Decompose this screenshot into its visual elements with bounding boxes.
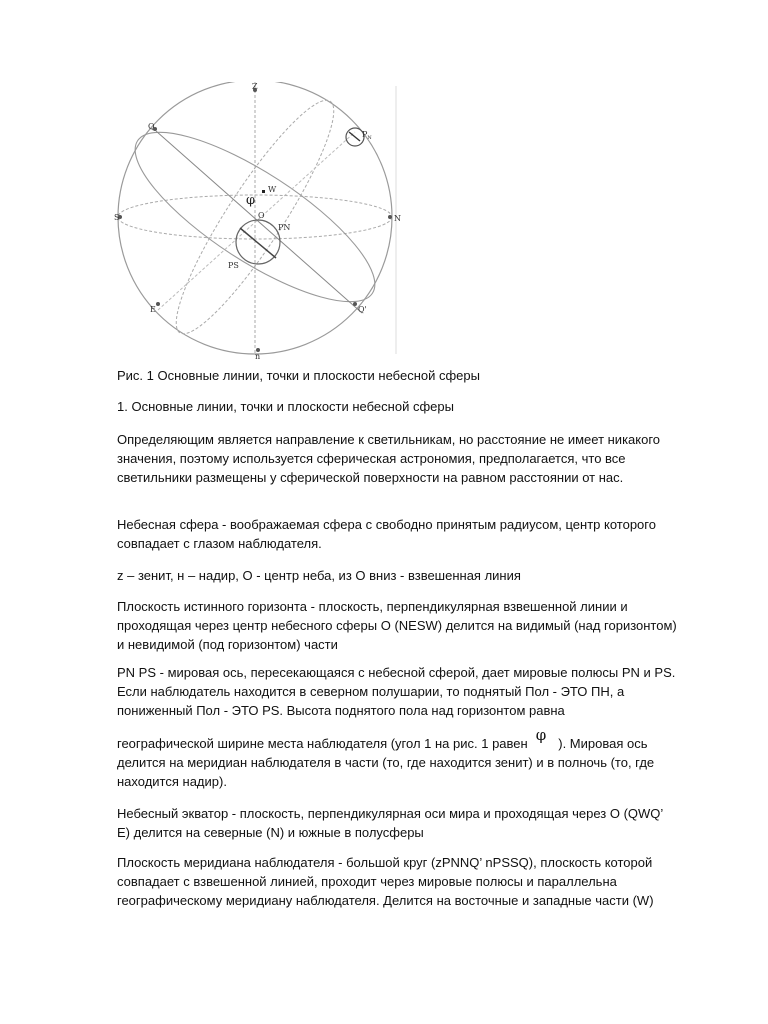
paragraph-text: Определяющим является направление к светильникам, но расстояние не имеет никакого значения, поэтому используется сферическая астрономия, предполагается, что все светильники размещены у сферической поверхности на равном расстоянии от нас.: [117, 432, 661, 485]
heading-text: 1. Основные линии, точки и плоскости небесной сферы: [117, 399, 454, 414]
ps-label: PS: [228, 261, 239, 270]
e-point: [156, 302, 160, 306]
nadir-label: n: [255, 352, 261, 360]
q-prime-label: Q': [358, 305, 367, 314]
phi-label: φ: [246, 193, 256, 208]
paragraph-text: PN PS - мировая ось, пересекающаяся с небесной сферой, дает мировые полюсы PN и PS. Если наблюдатель находится в северном полушарии, то поднятый Пол - ЭТО ПН, а пониженный Пол - ЭТО PS. Высота поднятого пола над горизонтом равна: [117, 665, 676, 718]
paragraph-6: [117, 726, 677, 791]
paragraph-5: [117, 663, 677, 720]
paragraph-6-start: географической ширине места наблюдателя (угол 1 на рис. 1 равен: [117, 736, 528, 751]
paragraph-4: [117, 597, 677, 654]
paragraph-1: [117, 430, 677, 487]
section-heading: [117, 397, 677, 416]
paragraph-text: z – зенит, н – надир, O - центр неба, из O вниз - взвешенная линия: [117, 568, 521, 583]
world-axis: [156, 131, 362, 313]
paragraph-8: [117, 853, 677, 910]
south-label: S: [114, 213, 120, 222]
paragraph-text: Небесная сфера - воображаемая сфера с свободно принятым радиусом, центр которого совпадает с глазом наблюдателя.: [117, 517, 656, 551]
inner-circle: [236, 220, 280, 264]
center-label: O: [258, 211, 265, 220]
q-label: Q: [148, 122, 155, 131]
figure-caption: [117, 366, 677, 385]
paragraph-text: Плоскость истинного горизонта - плоскость, перпендикулярная взвешенной линии и проходящая через центр небесного сферы O (NESW) делится на видимый (над горизонтом) и невидимой (под горизонтом) части: [117, 599, 677, 652]
paragraph-7: [117, 804, 677, 842]
w-point: [262, 190, 265, 193]
caption-text: Рис. 1 Основные линии, точки и плоскости небесной сферы: [117, 368, 480, 383]
zenith-label: Z: [252, 82, 258, 91]
phi-symbol: φ: [535, 726, 547, 744]
paragraph-2: [117, 515, 677, 553]
north-label: N: [394, 214, 401, 223]
e-label: E: [150, 305, 156, 314]
paragraph-text: Небесный экватор - плоскость, перпендикулярная оси мира и проходящая через O (QWQ’ E) делится на северные (N) и южные в полусферы: [117, 806, 663, 840]
celestial-sphere-diagram: [100, 82, 410, 360]
celestial-sphere-figure: [100, 82, 410, 360]
paragraph-text: Плоскость меридиана наблюдателя - большой круг (zPNNQ’ nPSSQ), плоскость которой совпадает с взвешенной линией, проходит через мировые полюсы и параллельна географическому меридиану наблюдателя. Делится на восточные и западные части (W): [117, 855, 654, 908]
pole-north-label: $P_N$: [362, 130, 372, 141]
north-point: [388, 215, 392, 219]
paragraph-text: [117, 726, 677, 791]
pole-inner-label: PN: [278, 223, 291, 232]
q-prime-point: [353, 302, 357, 306]
paragraph-6-end: ). Мировая ось делится на меридиан наблюдателя в части (то, где находится зенит) и в полночь (то, где находится надир).: [117, 736, 655, 789]
pole-tick: [349, 132, 360, 141]
w-label: W: [268, 185, 277, 194]
paragraph-3: [117, 566, 677, 585]
